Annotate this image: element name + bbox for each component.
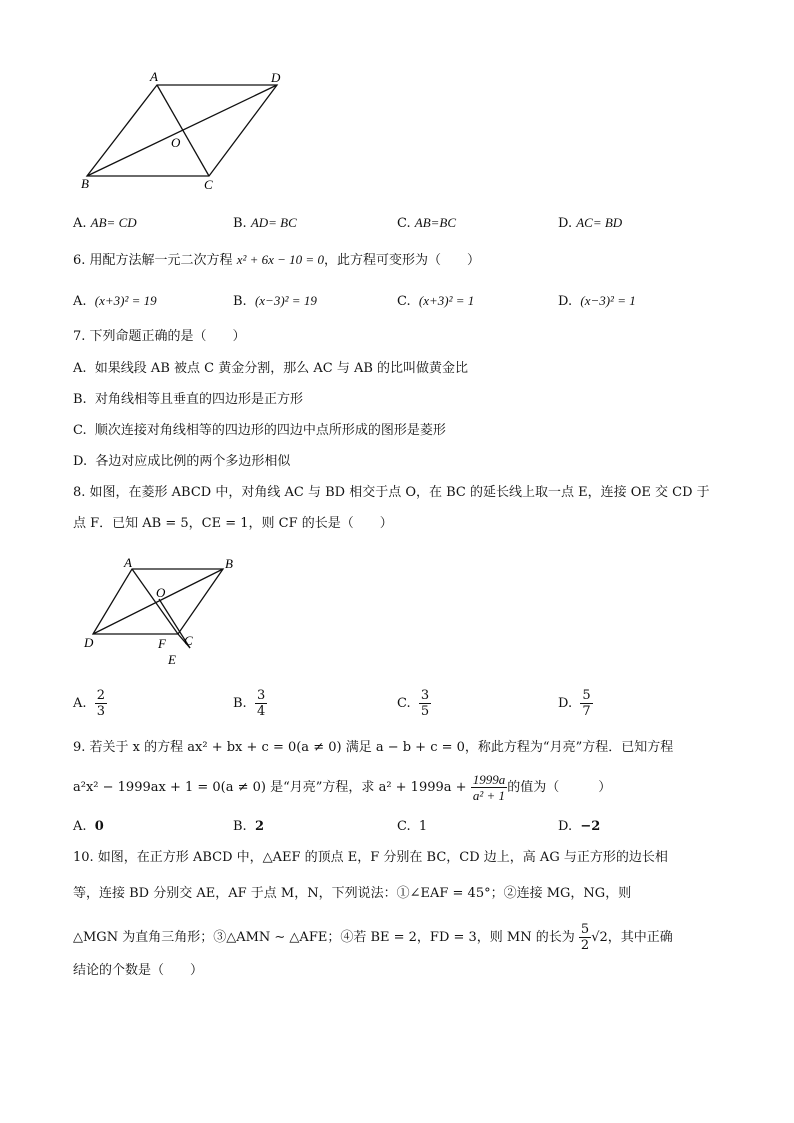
q7-option-d[interactable]: D. 各边对应成比例的两个多边形相似 xyxy=(73,454,291,469)
q9-option-a[interactable]: A. 0 xyxy=(73,819,104,834)
q5-option-a[interactable]: A. AB= CD xyxy=(73,215,137,231)
q5-option-c[interactable]: C. AB=BC xyxy=(397,215,457,231)
q6-option-d[interactable]: D. (x−3)² = 1 xyxy=(558,293,636,309)
q8-label-a: A xyxy=(124,555,132,570)
parallelogram-figure xyxy=(70,62,300,197)
q10-stem-line2: 等，连接 BD 分别交 AE，AF 于点 M，N，下列说法：①∠EAF = 45°；②连接 MG，NG，则 xyxy=(73,886,632,901)
q9-option-b[interactable]: B. 2 xyxy=(233,819,264,834)
q8-option-d[interactable]: D. $\frac{5}{7}$ xyxy=(558,688,591,719)
q8-option-b[interactable]: B. $\frac{3}{4}$ xyxy=(233,688,266,719)
q7-option-a[interactable]: A. 如果线段 AB 被点 C 黄金分割，那么 AC 与 AB 的比叫做黄金比 xyxy=(73,361,469,376)
q6-option-c[interactable]: C. (x+3)² = 1 xyxy=(397,293,475,309)
q8-label-o: O xyxy=(156,585,166,600)
q8-label-d: D xyxy=(84,635,94,650)
q9-option-d[interactable]: D. −2 xyxy=(558,819,601,834)
vertex-label-c: C xyxy=(204,177,213,192)
q8-stem-line2: 点 F．已知 AB = 5，CE = 1，则 CF 的长是（ ） xyxy=(73,516,393,531)
q10-stem-line4: 结论的个数是（ ） xyxy=(73,963,204,978)
q8-option-c[interactable]: C. $\frac{3}{5}$ xyxy=(397,688,430,719)
q8-label-f: F xyxy=(158,636,166,651)
rhombus-figure xyxy=(80,552,250,672)
q8-label-c: C xyxy=(184,633,193,648)
vertex-label-b: B xyxy=(81,176,89,191)
q6-stem: 6. 用配方法解一元二次方程 x² + 6x − 10 = 0，此方程可变形为（ ） xyxy=(73,252,480,268)
q9-stem-line1: 9. 若关于 x 的方程 ax² + bx + c = 0(a ≠ 0) 满足 a − b + c = 0，称此方程为“月亮”方程．已知方程 xyxy=(73,740,674,755)
q6-option-a[interactable]: A. (x+3)² = 19 xyxy=(73,293,157,309)
vertex-label-a: A xyxy=(150,69,158,84)
q9-stem-line2: a²x² − 1999ax + 1 = 0(a ≠ 0) 是“月亮”方程，求 a² + 1999a + $\frac{1999a}{\text{a² + 1}}$ 的值为（ ） xyxy=(73,772,612,803)
q7-option-b[interactable]: B. 对角线相等且垂直的四边形是正方形 xyxy=(73,392,303,407)
q8-option-a[interactable]: A. $\frac{2}{3}$ xyxy=(73,688,106,719)
q6-option-b[interactable]: B. (x−3)² = 19 xyxy=(233,293,317,309)
q5-option-b[interactable]: B. AD= BC xyxy=(233,215,297,231)
q5-option-d[interactable]: D. AC= BD xyxy=(558,215,623,231)
q8-label-b: B xyxy=(225,556,233,571)
center-label-o: O xyxy=(171,135,181,150)
q8-label-e: E xyxy=(168,652,176,667)
q7-option-c[interactable]: C. 顺次连接对角线相等的四边形的四边中点所形成的图形是菱形 xyxy=(73,423,446,438)
q10-stem-line3: △MGN 为直角三角形；③△AMN ∼ △AFE；④若 BE = 2，FD = 3，则 MN 的长为 $\frac{5}{2}$ √2，其中正确 xyxy=(73,922,673,953)
q10-stem-line1: 10. 如图，在正方形 ABCD 中，△AEF 的顶点 E，F 分别在 BC，CD 边上，高 AG 与正方形的边长相 xyxy=(73,850,668,865)
vertex-label-d: D xyxy=(271,70,281,85)
q9-option-c[interactable]: C. 1 xyxy=(397,819,428,834)
q7-stem: 7. 下列命题正确的是（ ） xyxy=(73,329,246,344)
q8-stem-line1: 8. 如图，在菱形 ABCD 中，对角线 AC 与 BD 相交于点 O，在 BC 的延长线上取一点 E，连接 OE 交 CD 于 xyxy=(73,485,710,500)
